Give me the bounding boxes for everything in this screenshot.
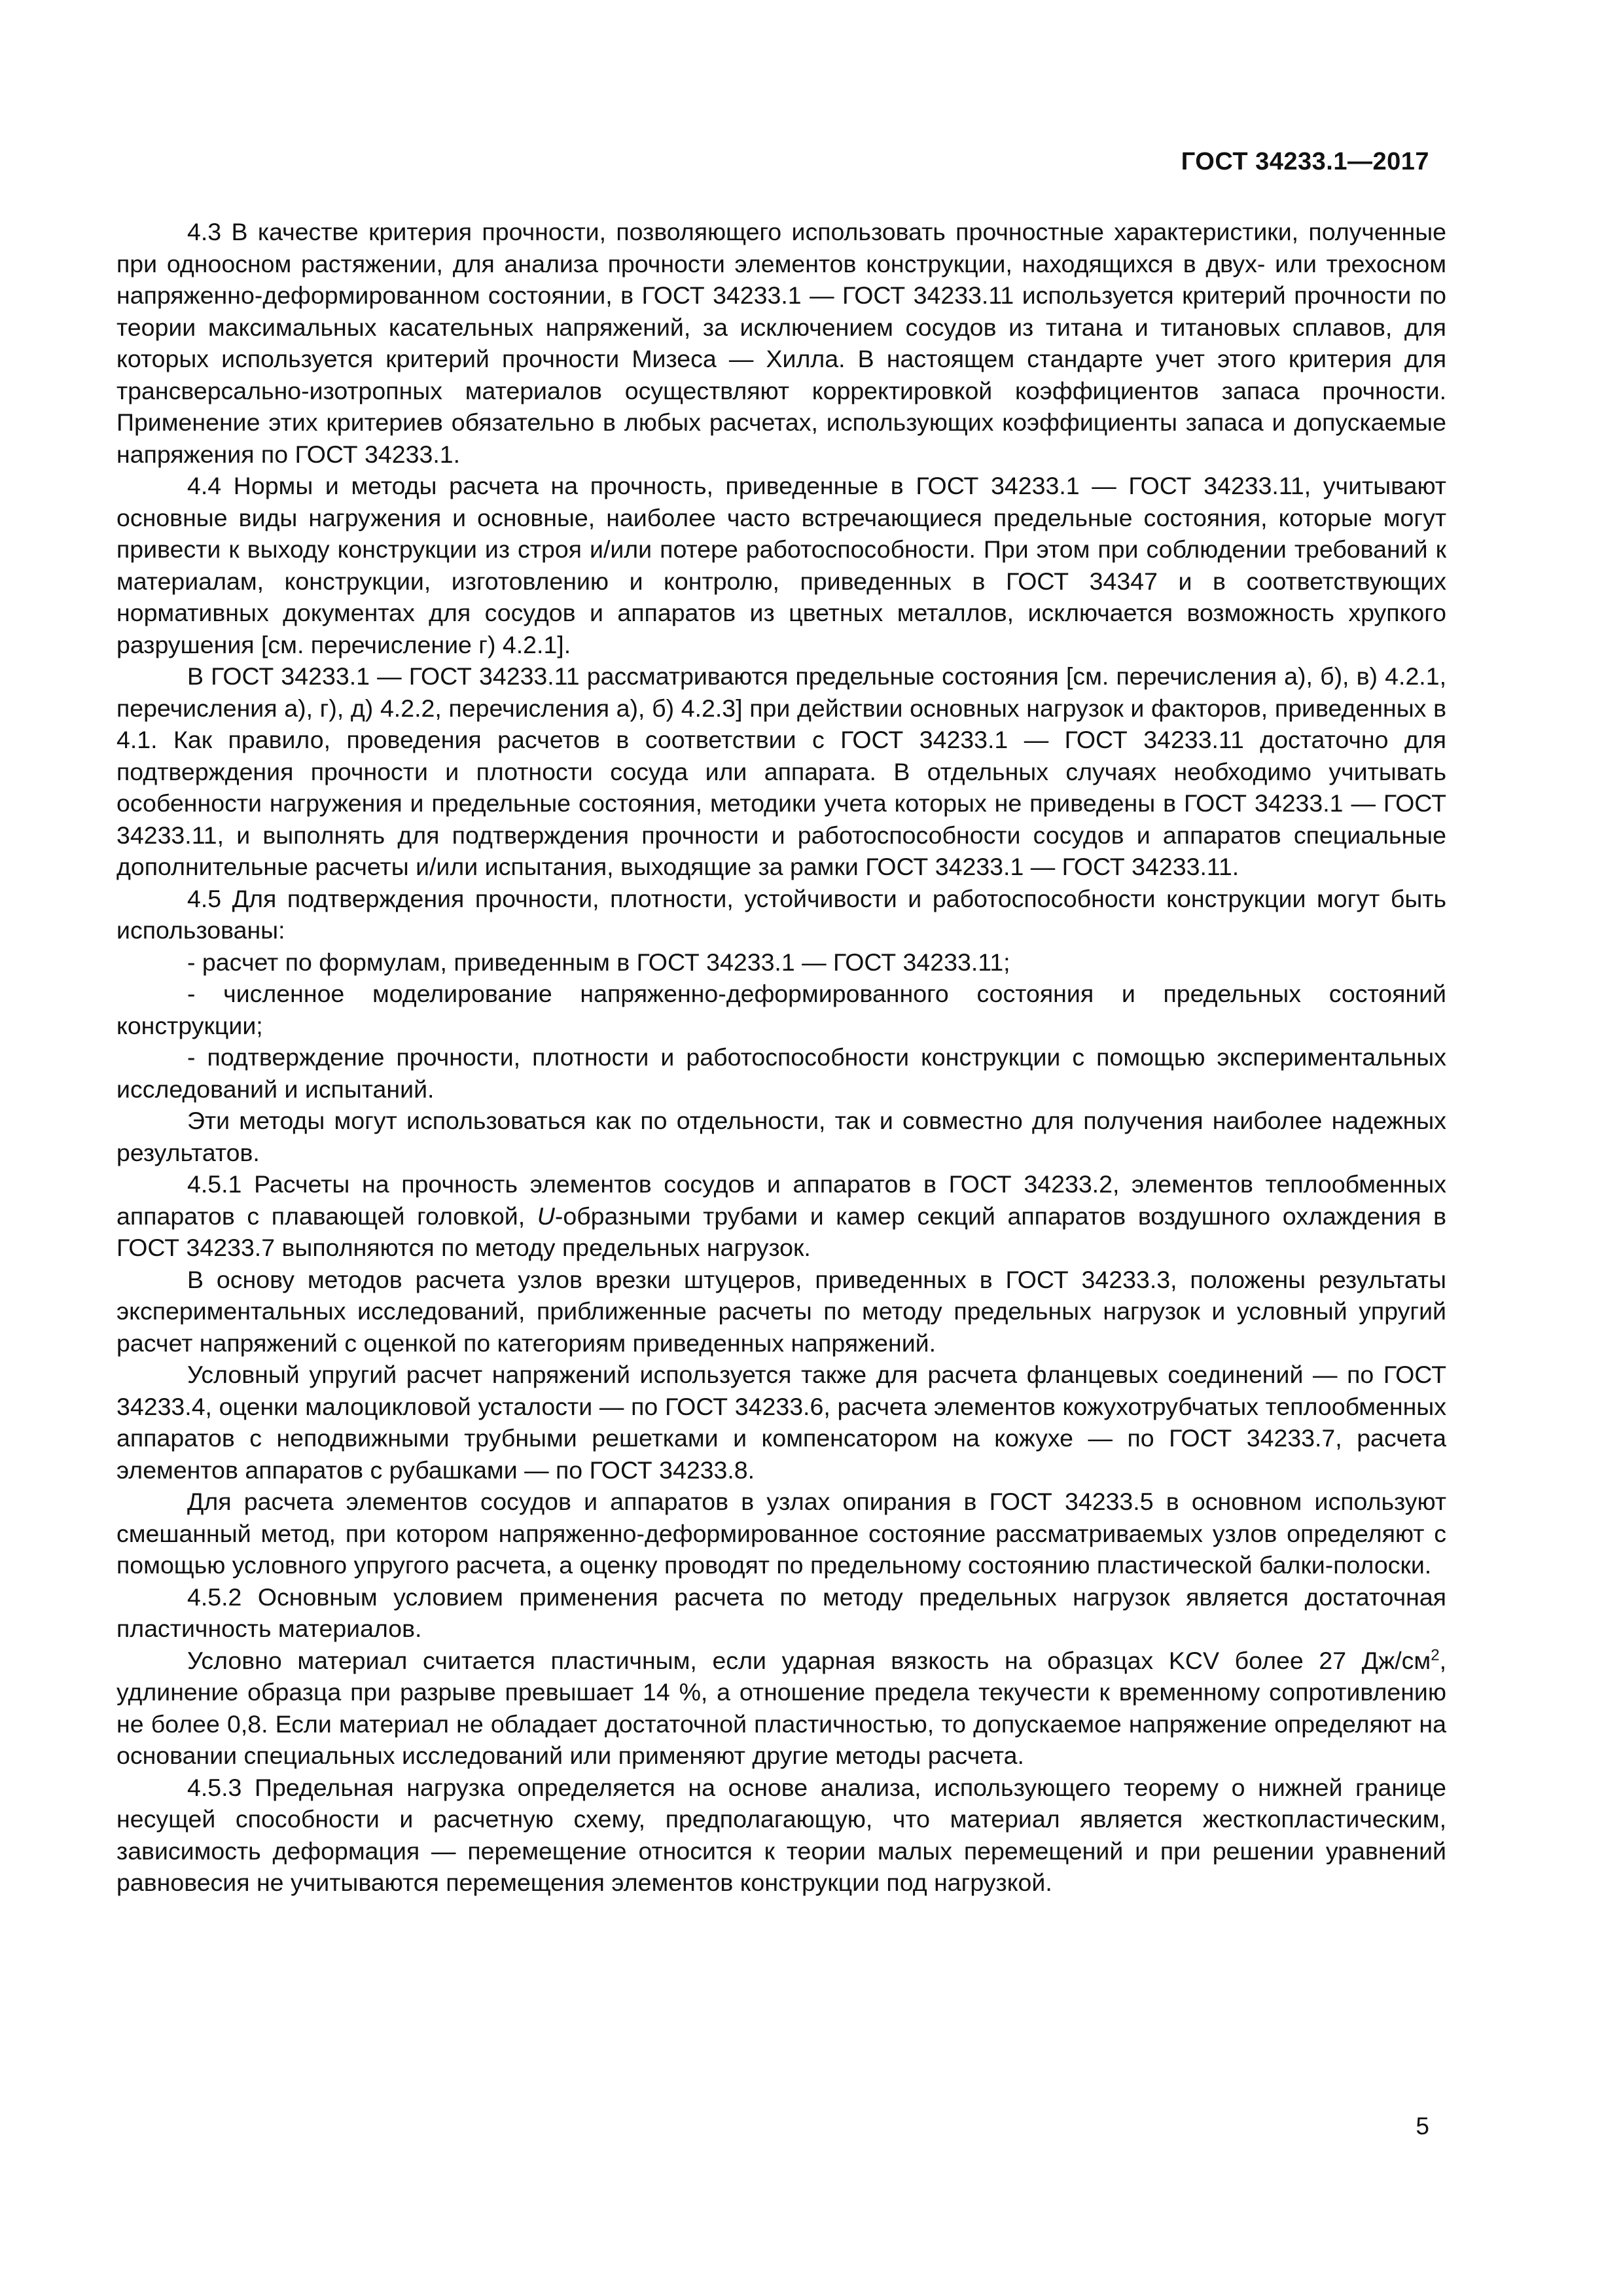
list-item: - численное моделирование напряженно-деформированного состояния и предельных состояний конструкции; [116,980,1446,1039]
paragraph-4-5-2: 4.5.2 Основным условием применения расчета по методу предельных нагрузок является достаточная пластичность материалов. [116,1583,1446,1642]
paragraph-support-calc: Для расчета элементов сосудов и аппаратов в узлах опирания в ГОСТ 34233.5 в основном используют смешанный метод, при котором напряженно-деформированное состояние рассматриваемых узлов определяют с помощью условного упругого расчета, а оценку проводят по предельному состоянию пластической балки-полоски. [116,1488,1446,1579]
paragraph-nozzle-calc: В основу методов расчета узлов врезки штуцеров, приведенных в ГОСТ 34233.3, положены результаты экспериментальных исследований, приближенные расчеты по методу предельных нагрузок и условный упругий расчет напряжений с оценкой по категориям приведенных напряжений. [116,1265,1446,1357]
paragraph-methods-usage: Эти методы могут использоваться как по отдельности, так и совместно для получения наиболее надежных результатов. [116,1107,1446,1166]
paragraph-4-4: 4.4 Нормы и методы расчета на прочность, приведенные в ГОСТ 34233.1 — ГОСТ 34233.11, учитывают основные виды нагружения и основные, наиболее часто встречающиеся предельные состояния, которые могут привести к выходу конструкции из строя и/или потере работоспособности. При этом при соблюдении требований к материалам, конструкции, изготовлению и контролю, приведенных в ГОСТ 34347 и в соответствующих нормативных документах для сосудов и аппаратов из цветных металлов, исключается возможность хрупкого разрушения [см. перечисление г) 4.2.1]. [116,472,1446,658]
document-header: ГОСТ 34233.1—2017 [1181,148,1429,175]
list-item: - подтверждение прочности, плотности и работоспособности конструкции с помощью экспериментальных исследований и испытаний. [116,1043,1446,1103]
page-number: 5 [1416,2113,1429,2140]
paragraph-4-5-3: 4.5.3 Предельная нагрузка определяется на основе анализа, использующего теорему о нижней границе несущей способности и расчетную схему, предполагающую, что материал является жесткопластическим, зависимость деформация — перемещение относится к теории малых перемещений и при решении уравнений равновесия не учитываются перемещения элементов конструкции под нагрузкой. [116,1773,1446,1896]
paragraph-4-5: 4.5 Для подтверждения прочности, плотности, устойчивости и работоспособности конструкции могут быть использованы: [116,884,1446,944]
paragraph-4-5-1 [116,1168,1446,1264]
paragraph-4-5-1-text: 4.5.1 Расчеты на прочность элементов сосудов и аппаратов в ГОСТ 34233.2, элементов теплообменных аппаратов с плавающей головкой, U-образными трубами и камер секций аппаратов воздушного охлаждения в ГОСТ 34233.7 выполняются по методу предельных нагрузок. [116,1170,1446,1261]
paragraph-limit-states: В ГОСТ 34233.1 — ГОСТ 34233.11 рассматриваются предельные состояния [см. перечисления а), б), в) 4.2.1, перечисления а), г), д) 4.2.2, перечисления а), б) 4.2.3] при действии основных нагрузок и факторов, приведенных в 4.1. Как правило, проведения расчетов в соответствии с ГОСТ 34233.1 — ГОСТ 34233.11 достаточно для подтверждения прочности и плотности сосуда или аппарата. В отдельных случаях необходимо учитывать особенности нагружения и предельные состояния, методики учета которых не приведены в ГОСТ 34233.1 — ГОСТ 34233.11, и выполнять для подтверждения прочности и работоспособности сосудов и аппаратов специальные дополнительные расчеты и/или испытания, выходящие за рамки ГОСТ 34233.1 — ГОСТ 34233.11. [116,662,1446,880]
paragraph-elastic-calc: Условный упругий расчет напряжений используется также для расчета фланцевых соединений — по ГОСТ 34233.4, оценки малоцикловой усталости — по ГОСТ 34233.6, расчета элементов кожухотрубчатых теплообменных аппаратов с неподвижными трубными решетками и компенсатором на кожухе — по ГОСТ 34233.7, расчета элементов аппаратов с рубашками — по ГОСТ 34233.8. [116,1361,1446,1484]
paragraph-plasticity-text: Условно материал считается пластичным, если ударная вязкость на образцах KCV более 27 $Дж/см^2$, удлинение образца при разрыве превышает 14 %, а отношение предела текучести к временному сопротивлению не более 0,8. Если материал не обладает достаточной пластичностью, то допускаемое напряжение определяют на основании специальных исследований или применяют другие методы расчета. [116,1646,1446,1769]
paragraph-4-3: 4.3 В качестве критерия прочности, позволяющего использовать прочностные характеристики, полученные при одноосном растяжении, для анализа прочности элементов конструкции, находящихся в двух- или трехосном напряженно-деформированном состоянии, в ГОСТ 34233.1 — ГОСТ 34233.11 используется критерий прочности по теории максимальных касательных напряжений, за исключением сосудов из титана и титановых сплавов, для которых используется критерий прочности Мизеса — Хилла. В настоящем стандарте учет этого критерия для трансверсально-изотропных материалов осуществляют корректировкой коэффициентов запаса прочности. Применение этих критериев обязательно в любых расчетах, использующих коэффициенты запаса и допускаемые напряжения по ГОСТ 34233.1. [116,218,1446,468]
paragraph-plasticity [116,1645,1446,1772]
list-item: - расчет по формулам, приведенным в ГОСТ 34233.1 — ГОСТ 34233.11; [187,948,1010,976]
document-body [116,216,1446,1899]
